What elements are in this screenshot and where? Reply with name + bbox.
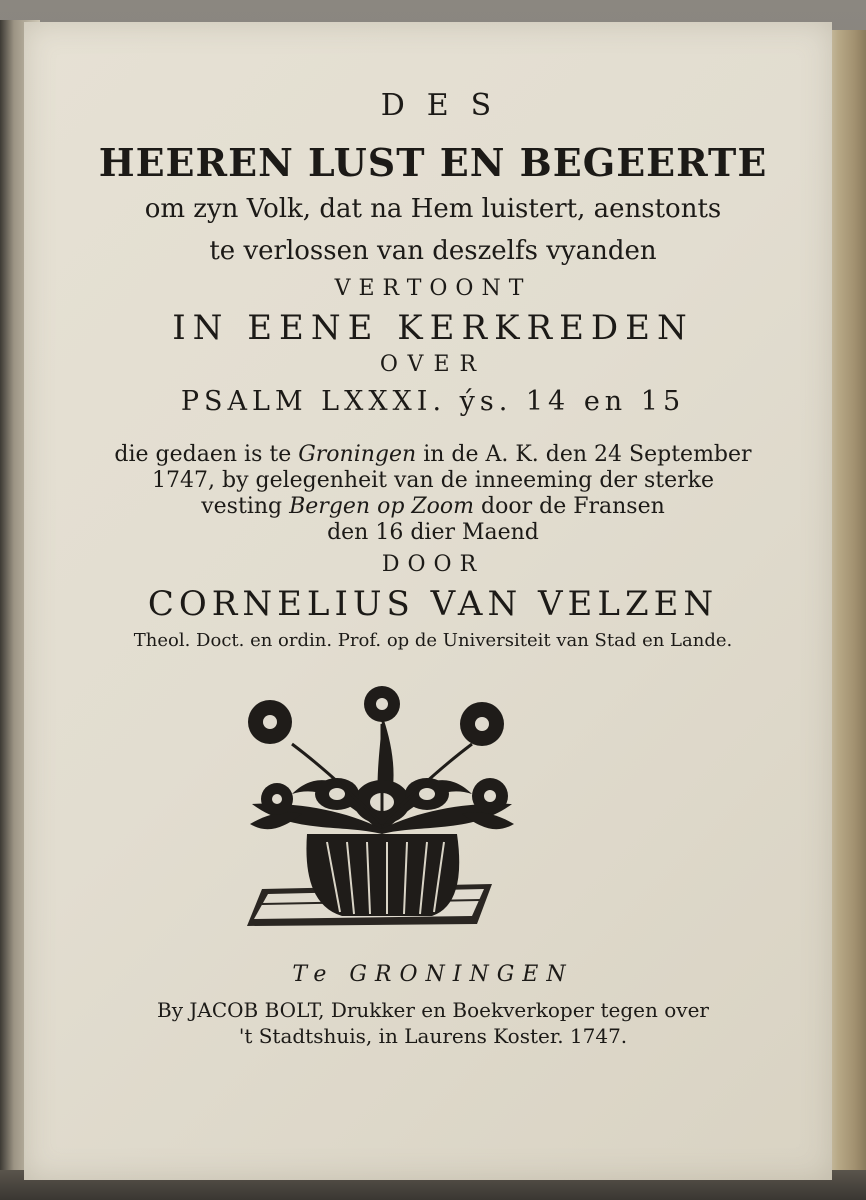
body-line-2: 1747, by gelegenheit van de inneeming der sterke	[152, 468, 714, 493]
body-line-1: die gedaen is te Groningen in de A. K. den 24 September	[114, 442, 752, 467]
psalm-reference: PSALM LXXXI. ýs. 14 en 15	[180, 386, 686, 417]
imprint-place: Te GRONINGEN	[292, 962, 574, 987]
place-groningen: Groningen	[298, 442, 417, 467]
subtitle-line-2: te verlossen van deszelfs vyanden	[209, 236, 657, 266]
door-line: DOOR	[381, 552, 485, 577]
imprint-printer: By JACOB BOLT, Drukker en Boekverkoper tegen over	[157, 998, 709, 1022]
title-des: DES	[380, 88, 514, 123]
main-title: HEEREN LUST EN BEGEERTE	[98, 140, 768, 185]
author-name: CORNELIUS VAN VELZEN	[147, 584, 719, 624]
body-line-3: vesting Bergen op Zoom door de Fransen	[201, 494, 665, 519]
place-bergen-op-zoom: Bergen op Zoom	[289, 494, 475, 519]
body-line-4: den 16 dier Maend	[327, 520, 539, 545]
flower-vase-woodcut-icon	[232, 684, 532, 934]
over-line: OVER	[379, 352, 487, 377]
author-credentials: Theol. Doct. en ordin. Prof. op de Universiteit van Stad en Lande.	[133, 630, 733, 651]
imprint-address: 't Stadtshuis, in Laurens Koster. 1747.	[238, 1024, 628, 1048]
vertoont-line: VERTOONT	[334, 276, 532, 301]
kerkreden-line: IN EENE KERKREDEN	[172, 308, 694, 348]
subtitle-line-1: om zyn Volk, dat na Hem luistert, aenstonts	[144, 194, 722, 224]
